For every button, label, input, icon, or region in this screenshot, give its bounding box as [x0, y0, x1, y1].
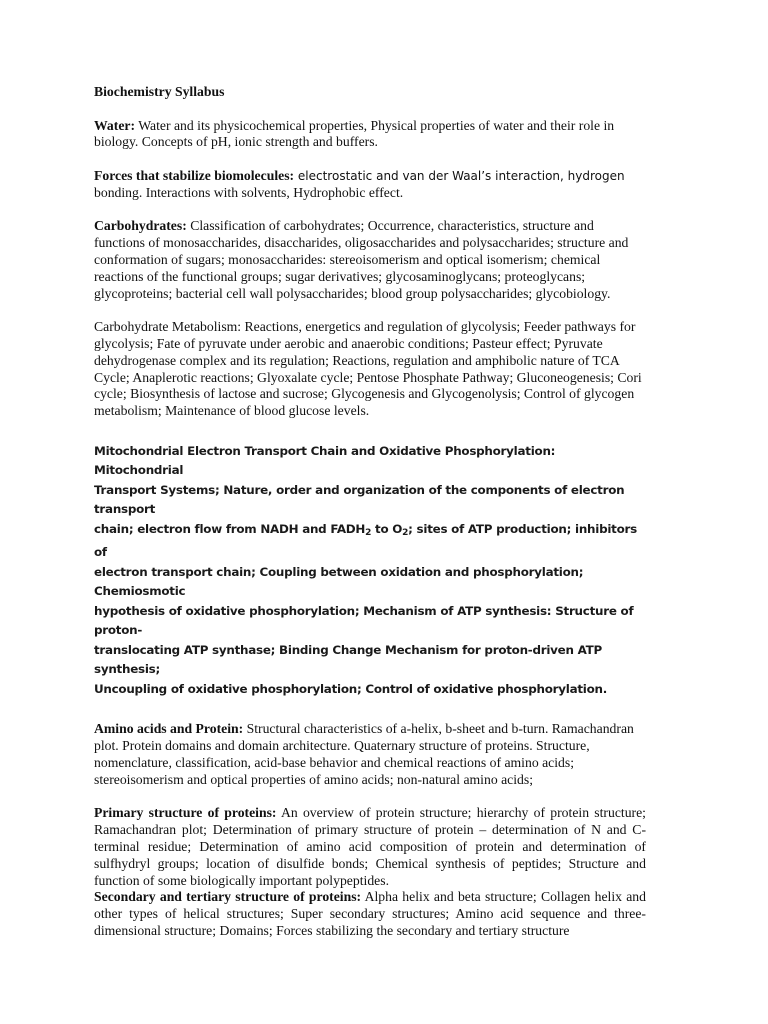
forces-text-sans: electrostatic and van der Waal’s interaction, hydrogen	[294, 168, 625, 183]
mito-line-3b: to O	[371, 521, 403, 536]
amino-acids-text: Structural characteristics of a-helix, b-sheet and b-turn. Ramachandran plot. Protein domains and domain architecture. Quaternary structure of proteins. Structure, nomenclature, classification, acid-base behavior and chemical reactions of amino acids; stereoisomerism and optical properties of amino acids; non-natural amino acids;	[94, 721, 634, 787]
carb-metabolism-section: Carbohydrate Metabolism: Reactions, energetics and regulation of glycolysis; Feeder pathways for glycolysis; Fate of pyruvate under aerobic and anaerobic conditions; Pasteur effect; Pyruvate dehydrogenase complex and its regulation; Reactions, regulation and amphibolic nature of TCA Cycle; Anaplerotic reactions; Glyoxalate cycle; Pentose Phosphate Pathway; Gluconeogenesis; Cori cycle; Biosynthesis of lactose and sucrose; Glycogenesis and Glycogenolysis; Control of glycogen metabolism; Maintenance of blood glucose levels.	[94, 319, 642, 419]
mito-line-6: translocating ATP synthase; Binding Change Mechanism for proton-driven ATP synthesis;	[94, 642, 602, 677]
forces-heading: Forces that stabilize biomolecules:	[94, 167, 295, 183]
primary-structure-heading: Primary structure of proteins:	[94, 805, 277, 821]
secondary-structure-text: Alpha helix and beta structure; Collagen helix and other types of helical structures; Super secondary structures; Amino acid sequence and three-dimensional structure; Domains; Forces stabilizing the secondary and tertiary structure	[94, 889, 646, 938]
document-title: Biochemistry Syllabus	[94, 84, 225, 99]
carbohydrates-text: Classification of carbohydrates; Occurrence, characteristics, structure and functions of monosaccharides, disaccharides, oligosaccharides and polysaccharides; structure and conformation of sugars; monosaccharides: stereoisomerism and optical isomerism; chemical reactions of the functional groups; sugar derivatives; glycosaminoglycans; proteoglycans; glycoproteins; bacterial cell wall polysaccharides; blood group polysaccharides; glycobiology.	[94, 218, 629, 301]
mito-line-7: Uncoupling of oxidative phosphorylation; Control of oxidative phosphorylation.	[94, 681, 608, 696]
primary-structure-section	[94, 805, 646, 889]
water-section	[94, 118, 646, 152]
secondary-structure-section	[94, 889, 646, 939]
carbohydrates-section	[94, 218, 646, 302]
secondary-structure-heading: Secondary and tertiary structure of proteins:	[94, 889, 362, 905]
carbohydrates-heading: Carbohydrates:	[94, 218, 187, 234]
mito-line-2: Transport Systems; Nature, order and organization of the components of electron transport	[94, 482, 625, 517]
mito-line-3a: chain; electron flow from NADH and FADH	[94, 521, 366, 536]
subscript-fadh2: 2	[365, 527, 372, 538]
primary-structure-text: An overview of protein structure; hierarchy of protein structure; Ramachandran plot; Determination of primary structure of protein – determination of N and C-terminal residue; Determination of amino acid composition of protein and determination of sulfhydryl groups; location of disulfide bonds; Chemical synthesis of peptides; Structure and function of some biologically important polypeptides.	[94, 805, 646, 888]
document-page	[94, 84, 646, 940]
mitochondrial-section	[94, 442, 646, 700]
mito-line-3	[94, 520, 646, 563]
mito-line-3c: ; sites of ATP production; inhibitors of	[94, 521, 637, 560]
subscript-o2: 2	[402, 527, 409, 538]
mito-line-4: electron transport chain; Coupling between oxidation and phosphorylation; Chemiosmotic	[94, 564, 584, 599]
mito-line-1: Mitochondrial Electron Transport Chain and Oxidative Phosphorylation: Mitochondrial	[94, 443, 556, 478]
mito-line-5: hypothesis of oxidative phosphorylation; Mechanism of ATP synthesis: Structure of proton-	[94, 603, 634, 638]
amino-acids-section	[94, 721, 646, 788]
water-heading: Water:	[94, 117, 136, 133]
forces-text: bonding. Interactions with solvents, Hydrophobic effect.	[94, 184, 404, 200]
amino-acids-heading: Amino acids and Protein:	[94, 721, 244, 737]
water-text: Water and its physicochemical properties, Physical properties of water and their role in biology. Concepts of pH, ionic strength and buffers.	[94, 117, 615, 150]
forces-section	[94, 168, 646, 202]
